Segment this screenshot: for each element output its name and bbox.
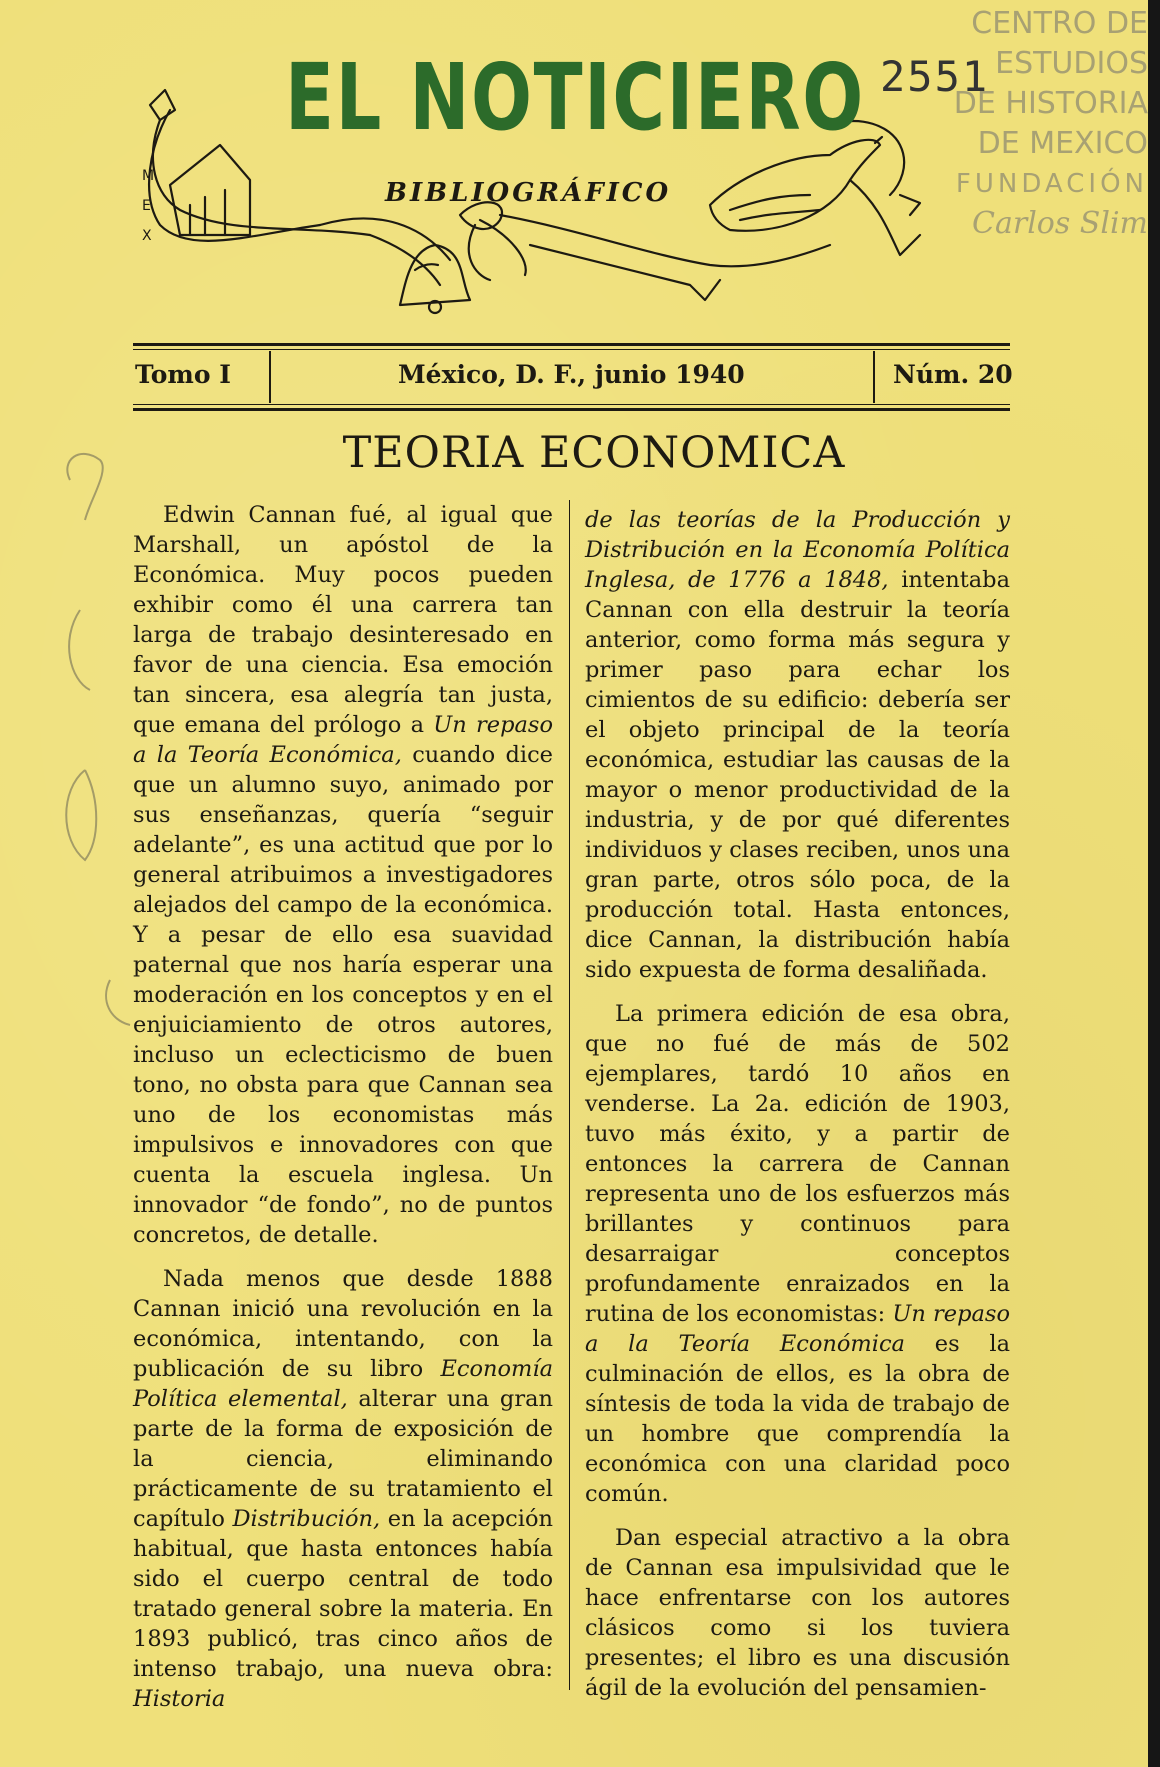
place-date: México, D. F., junio 1940 [398, 360, 745, 389]
paragraph: Edwin Cannan fué, al igual que Marshall, un apóstol de la Económica. Muy pocos pueden exhibir como él una carrera tan larga de trabajo desinteresado en favor de una ciencia. Esa emoción tan sincera, esa alegría tan justa, que emana del prólogo a Un repaso a la Teoría Económica, cuando dice que un alumno suyo, animado por sus enseñanzas, quería “seguir adelante”, es una actitud que por lo general atribuimos a investigadores alejados del campo de la económica. Y a pesar de ello esa suavidad paternal que nos haría esperar una moderación en los conceptos y en el enjuiciamiento de otros autores, incluso un eclecticismo de buen tono, no obsta para que Cannan sea uno de los economistas más impulsivos e innovadores con que cuenta la escuela inglesa. Un innovador “de fondo”, no de puntos concretos, de detalle. [133, 502, 554, 1248]
stamp-line: DE MEXICO [977, 126, 1148, 161]
stamp-line: FUNDACIÓN [955, 169, 1148, 199]
stamp-line: DE HISTORIA [953, 86, 1148, 121]
article-column-right [585, 505, 1010, 1717]
volume-label: Tomo I [135, 360, 231, 389]
column-divider [569, 500, 570, 1690]
svg-text:X: X [142, 228, 152, 244]
article-headline: TEORIA ECONOMICA [342, 428, 846, 478]
svg-text:E: E [142, 198, 151, 214]
svg-text:M: M [142, 168, 155, 184]
stamp-line: ESTUDIOS [995, 46, 1148, 81]
stamp-line: CENTRO DE [971, 6, 1148, 41]
stamp-signature: Carlos Slim [972, 206, 1148, 241]
info-divider [873, 351, 875, 403]
scan-edge [1148, 0, 1160, 1767]
paragraph: La primera edición de esa obra, que no fué de más de 502 ejemplares, tardó 10 años en venderse. La 2a. edición de 1903, tuvo más éxito, y a partir de entonces la carrera de Cannan representa uno de los esfuerzos más brillantes y continuos para desarraigar conceptos profundamente enraizados en la rutina de los economistas: Un repaso a la Teoría Económica es la culminación de ellos, es la obra de síntesis de toda la vida de trabajo de un hombre que comprendía la económica con una claridad poco común. [585, 1001, 1011, 1507]
paragraph: Dan especial atractivo a la obra de Cannan esa impulsividad que le hace enfrentarse con los autores clásicos como si los tuviera presentes; el libro es una discusión ágil de la evolución del pensamien- [585, 1525, 1010, 1701]
issue-number: Núm. 20 [893, 360, 1013, 389]
paragraph: de las teorías de la Producción y Distribución en la Economía Política Inglesa, de 1776 a 1848, intentaba Cannan con ella destruir la teoría anterior, como forma más segura y primer paso para echar los cimientos de su edificio: debería ser el objeto principal de la teoría económica, estudiar las causas de la mayor o menor productividad de la industria, y de por qué diferentes individuos y clases reciben, unos una gran parte, otros sólo poca, de la producción total. Hasta entonces, dice Cannan, la distribución había sido expuesta de forma desaliñada. [585, 507, 1010, 983]
archive-stamp [930, 4, 1148, 244]
archive-number-handwritten: 2551 [880, 52, 990, 101]
masthead-title: EL NOTICIERO [285, 44, 865, 151]
masthead-subtitle: BIBLIOGRÁFICO [385, 178, 672, 208]
article-column-left [133, 500, 553, 1728]
paragraph: Nada menos que desde 1888 Cannan inició una revolución en la económica, intentando, con la publicación de su libro Economía Política elemental, alterar una gran parte de la forma de exposición de la ciencia, eliminando prácticamente de su tratamiento el capítulo Distribución, en la acepción habitual, que hasta entonces había sido el cuerpo central de todo tratado general sobre la materia. En 1893 publicó, tras cinco años de intenso trabajo, una nueva obra: Historia [133, 1266, 554, 1712]
margin-pencil-marks [40, 440, 140, 1040]
info-divider [269, 351, 271, 403]
issue-info-bar [133, 343, 1013, 411]
